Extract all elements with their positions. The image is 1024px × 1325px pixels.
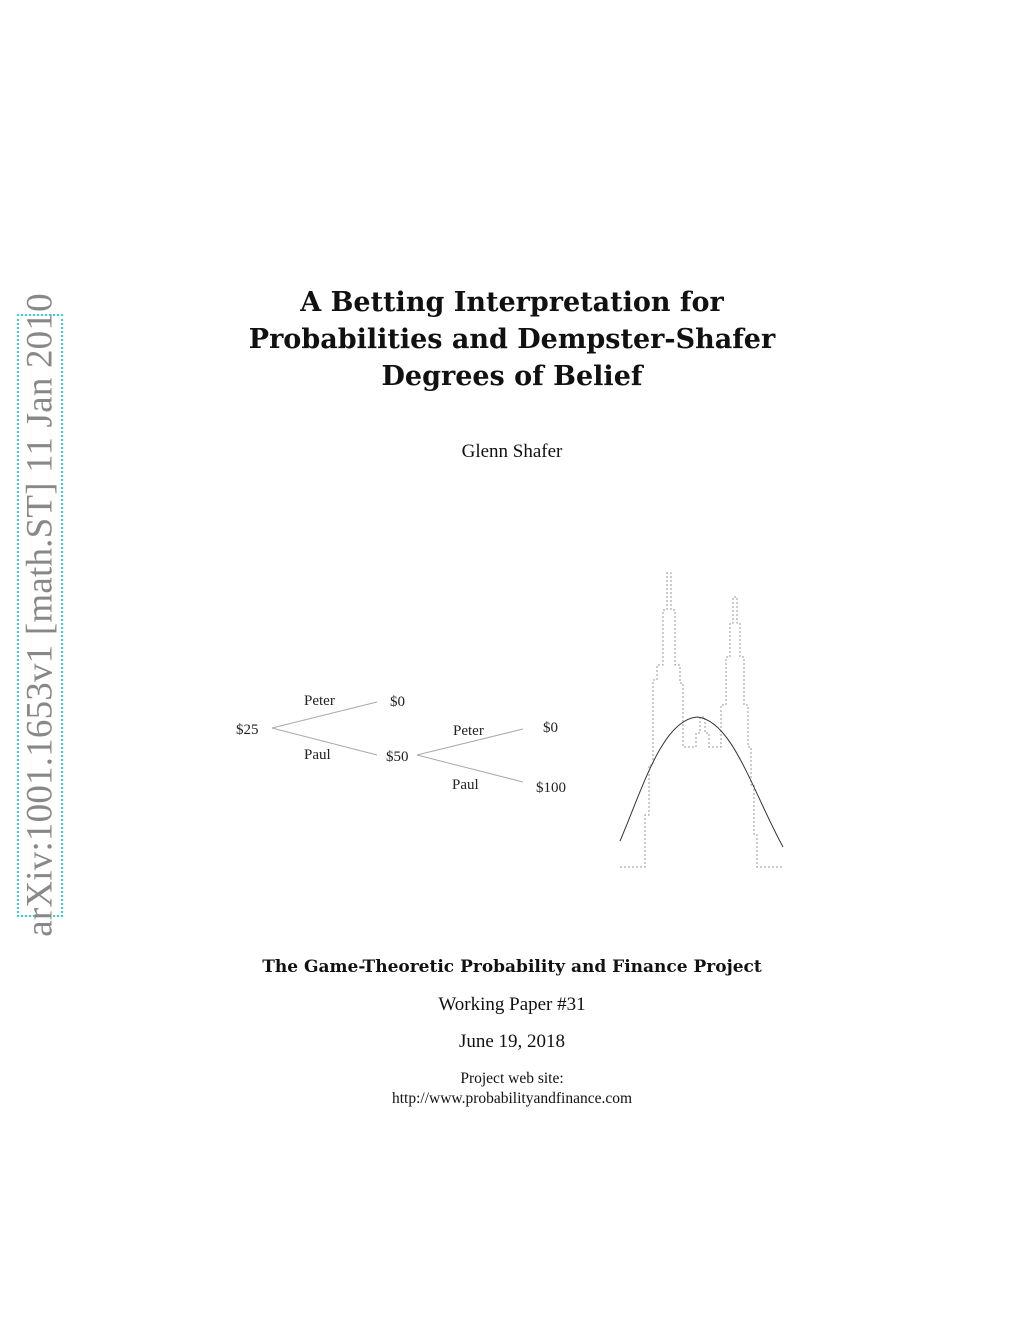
tree-leaf-up-label: $0 [543,720,558,736]
arxiv-stamp: arXiv:1001.1653v1 [math.ST] 11 Jan 2010 [19,293,61,937]
paper-title [0,284,1024,395]
tree-branch2-up-label: Peter [453,723,484,739]
project-name: The Game-Theoretic Probability and Finance Project [262,957,762,977]
tree-branch1-down-label: Paul [304,747,331,763]
tree-root-label: $25 [236,722,259,738]
betting-tree-diagram [225,680,585,810]
tree-leaf-down-label: $100 [536,780,566,796]
dotted-histogram-outline [620,573,784,867]
website-label: Project web site: [460,1070,564,1087]
title-line-3: Degrees of Belief [381,361,643,392]
website-url[interactable]: http://www.probabilityandfinance.com [391,1090,633,1107]
tree-node-mid-label: $50 [386,749,409,765]
smooth-curve [620,717,783,847]
date: June 19, 2018 [458,1031,566,1052]
title-line-2: Probabilities and Dempster-Shafer [248,324,776,355]
author: Glenn Shafer [461,441,563,462]
distribution-illustration [612,565,792,875]
tree-branch1-up-label: Peter [304,693,335,709]
tree-branch2-down-label: Paul [452,777,479,793]
title-line-1: A Betting Interpretation for [300,287,724,318]
tree-node-up-label: $0 [390,694,405,710]
working-paper-number: Working Paper #31 [438,994,586,1015]
